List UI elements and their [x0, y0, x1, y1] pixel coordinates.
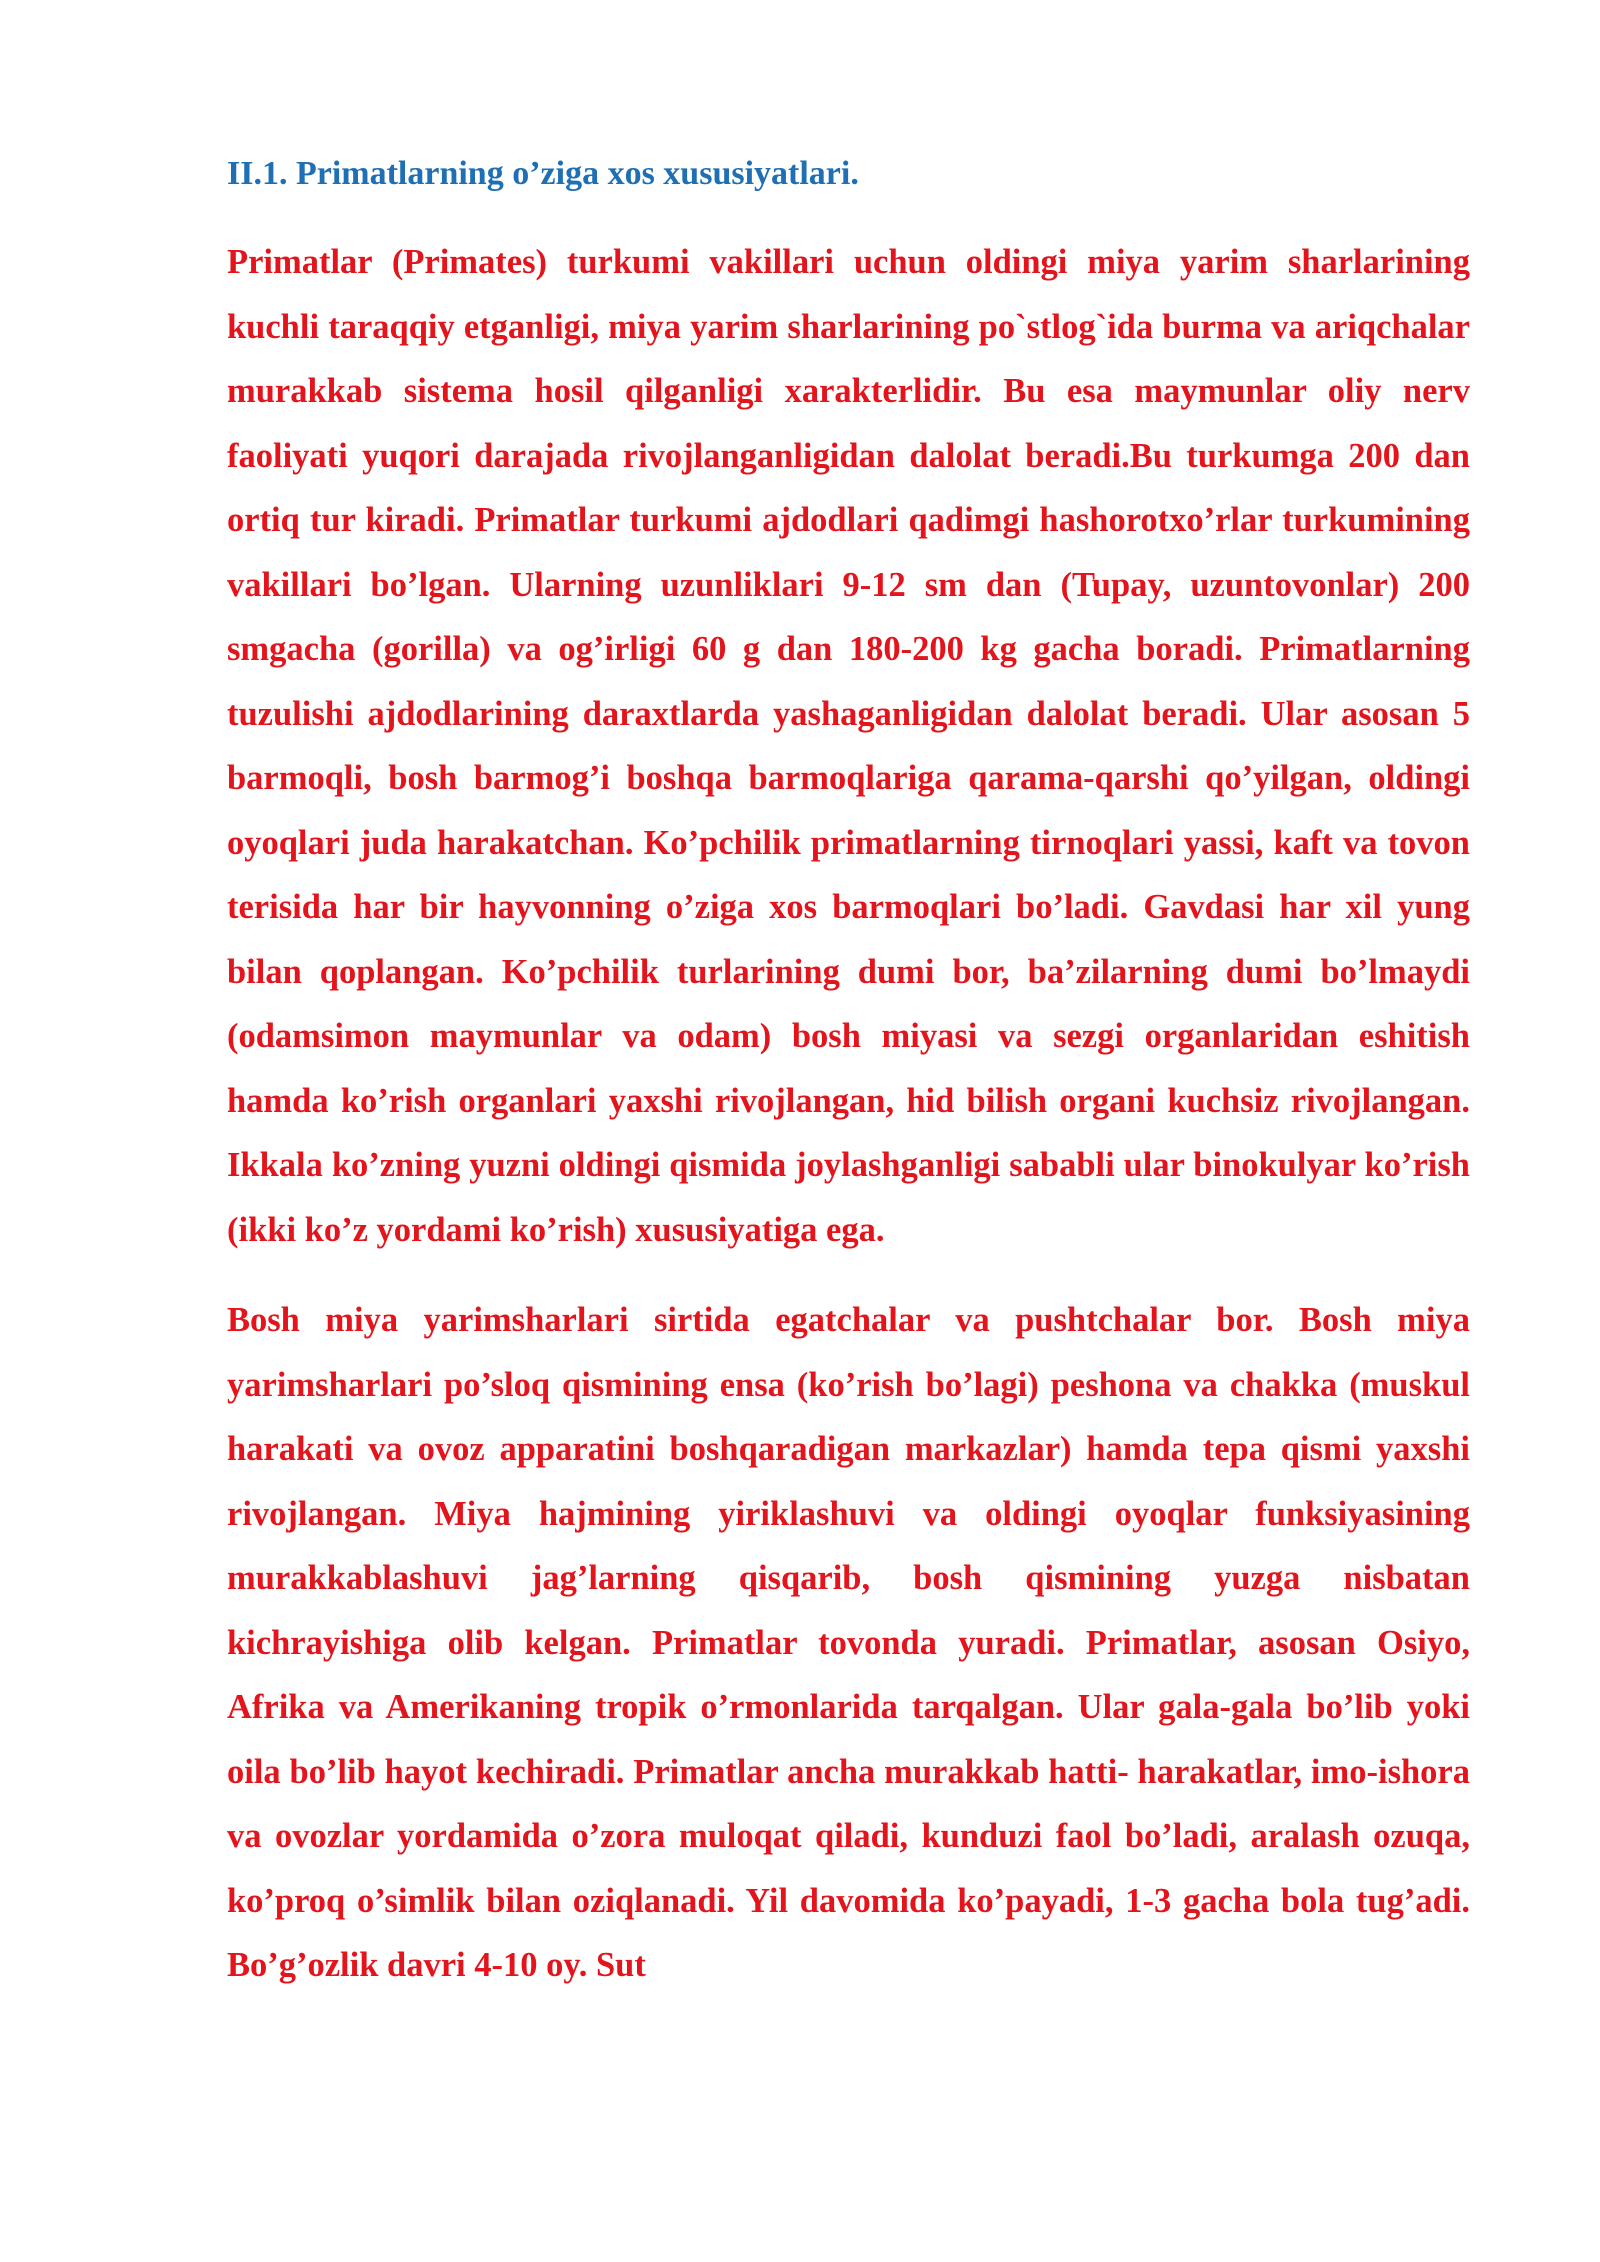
- paragraph-brain-and-behavior: Bosh miya yarimsharlari sirtida egatchalar va pushtchalar bor. Bosh miya yarimsharlari po’sloq qismining ensa (ko’rish bo’lagi) peshona va chakka (muskul harakati va ovoz apparatini boshqaradigan markazlar) hamda tepa qismi yaxshi rivojlangan. Miya hajmining yiriklashuvi va oldingi oyoqlar funksiyasining murakkablashuvi jag’larning qisqarib, bosh qismining yuzga nisbatan kichrayishiga olib kelgan. Primatlar tovonda yuradi. Primatlar, asosan Osiyo, Afrika va Amerikaning tropik o’rmonlarida tarqalgan. Ular gala-gala bo’lib yoki oila bo’lib hayot kechiradi. Primatlar ancha murakkab hatti- harakatlar, imo-ishora va ovozlar yordamida o’zora muloqat qiladi, kunduzi faol bo’ladi, aralash ozuqa, ko’proq o’simlik bilan oziqlanadi. Yil davomida ko’payadi, 1-3 gacha bola tug’adi. Bo’g’ozlik davri 4-10 oy. Sut: [227, 1301, 1470, 1984]
- document-content: [227, 148, 1470, 2024]
- section-heading: II.1. Primatlarning o’ziga xos xususiyatlari.: [227, 155, 859, 192]
- paragraph-primates-overview: Primatlar (Primates) turkumi vakillari uchun oldingi miya yarim sharlarining kuchli taraqqiy etganligi, miya yarim sharlarining po`stlog`ida burma va ariqchalar murakkab sistema hosil qilganligi xarakterlidir. Bu esa maymunlar oliy nerv faoliyati yuqori darajada rivojlanganligidan dalolat beradi.Bu turkumga 200 dan ortiq tur kiradi. Primatlar turkumi ajdodlari qadimgi hashorotxo’rlar turkumining vakillari bo’lgan. Ularning uzunliklari 9-12 sm dan (Tupay, uzuntovonlar) 200 smgacha (gorilla) va og’irligi 60 g dan 180-200 kg gacha boradi. Primatlarning tuzulishi ajdodlarining daraxtlarda yashaganligidan dalolat beradi. Ular asosan 5 barmoqli, bosh barmog’i boshqa barmoqlariga qarama-qarshi qo’yilgan, oldingi oyoqlari juda harakatchan. Ko’pchilik primatlarning tirnoqlari yassi, kaft va tovon terisida har bir hayvonning o’ziga xos barmoqlari bo’ladi. Gavdasi har xil yung bilan qoplangan. Ko’pchilik turlarining dumi bor, ba’zilarning dumi bo’lmaydi (odamsimon maymunlar va odam) bosh miyasi va sezgi organlaridan eshitish hamda ko’rish organlari yaxshi rivojlangan, hid bilish organi kuchsiz rivojlangan. Ikkala ko’zning yuzni oldingi qismida joylashganligi sababli ular binokulyar ko’rish (ikki ko’z yordami ko’rish) xususiyatiga ega.: [227, 243, 1470, 1249]
